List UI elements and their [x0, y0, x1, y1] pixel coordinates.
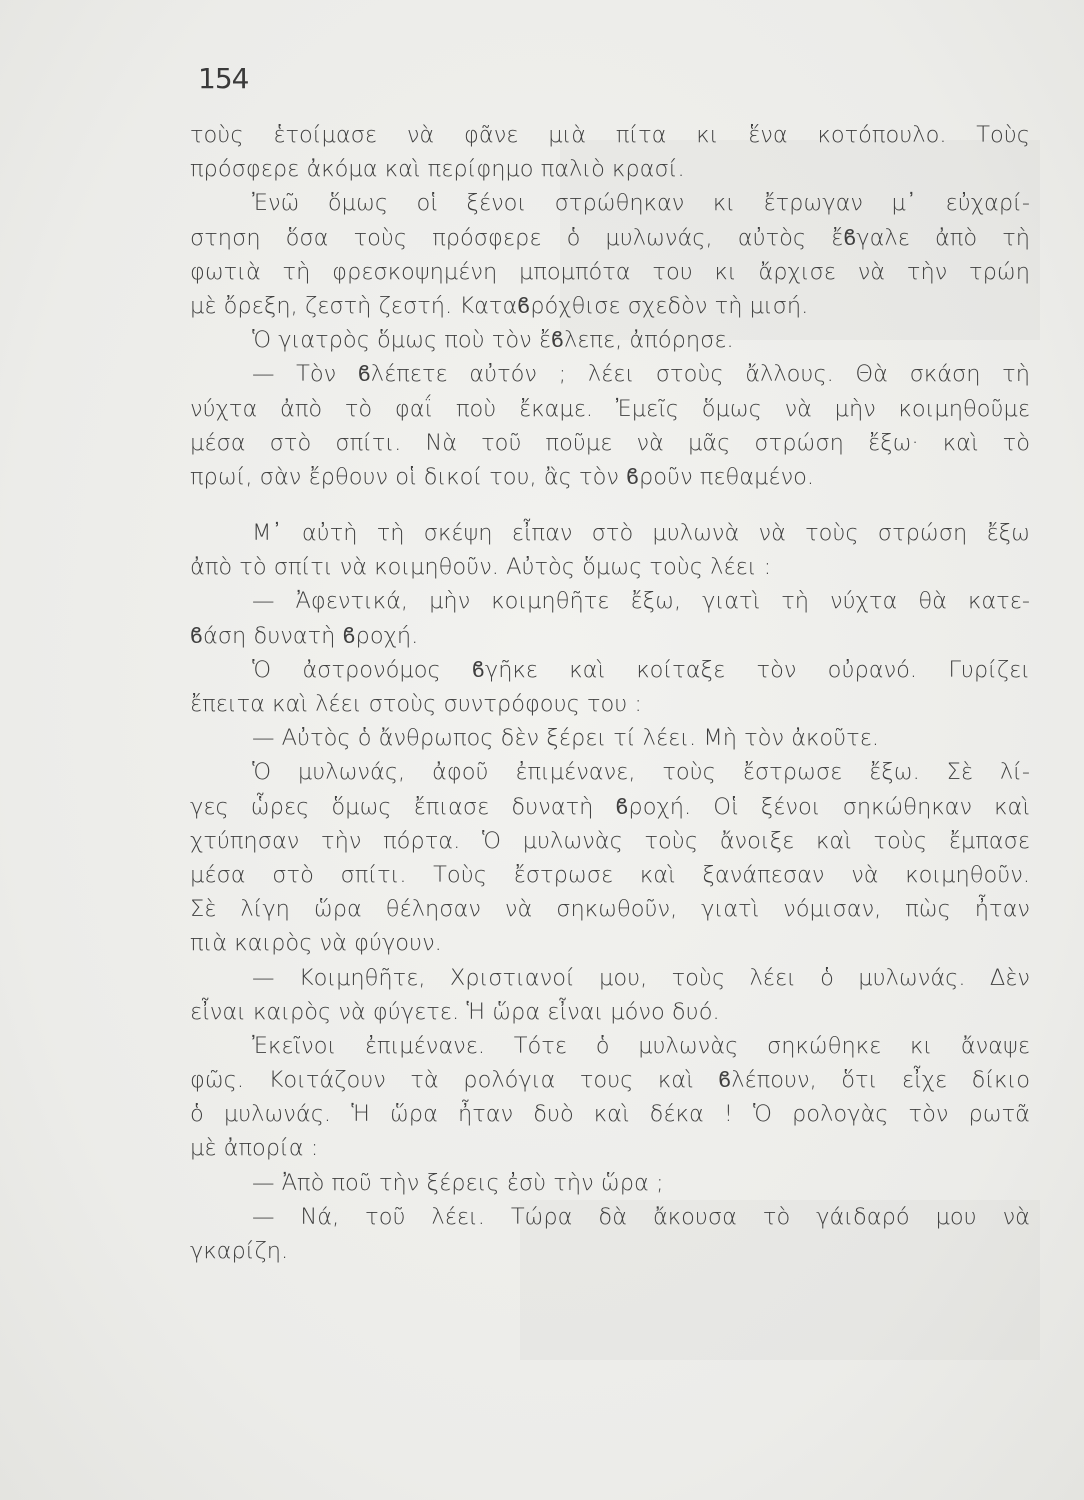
paragraph	[190, 323, 1030, 357]
paragraph	[190, 721, 1030, 755]
text-line: στηση ὅσα τοὺς πρόσφερε ὁ μυλωνάς, αὐτὸς ἔϐγαλε ἀπὸ τὴ	[190, 224, 1030, 251]
text-line: πιὰ καιρὸς νὰ φύγουν.	[190, 930, 442, 957]
text-line: ϐάση δυνατὴ ϐροχή.	[190, 622, 419, 649]
text-line: μέσα στὸ σπίτι. Τοὺς ἔστρωσε καὶ ξανάπεσαν νὰ κοιμηθοῦν.	[190, 861, 1030, 888]
body-text	[190, 118, 1030, 1268]
text-line: μὲ ἀπορία :	[190, 1135, 319, 1162]
text-line: Σὲ λίγη ὥρα θέλησαν νὰ σηκωθοῦν, γιατὶ νόμισαν, πὼς ἦταν	[190, 896, 1030, 923]
text-line: τοὺς ἑτοίμασε νὰ φᾶνε μιὰ πίτα κι ἕνα κοτόπουλο. Τοὺς	[190, 122, 1030, 148]
text-line: μέσα στὸ σπίτι. Νὰ τοῦ ποῦμε νὰ μᾶς στρώση ἔξω· καὶ τὸ	[190, 429, 1030, 456]
text-line: γες ὧρες ὅμως ἔπιασε δυνατὴ ϐροχή. Οἱ ξένοι σηκώθηκαν καὶ	[190, 793, 1030, 820]
page-number: 154	[198, 62, 249, 95]
paragraph	[190, 186, 1030, 323]
text-line: — Τὸν ϐλέπετε αὐτόν ; λέει στοὺς ἄλλους. Θὰ σκάση τὴ	[252, 361, 1030, 388]
text-line: χτύπησαν τὴν πόρτα. Ὁ μυλωνὰς τοὺς ἄνοιξε καὶ τοὺς ἔμπασε	[190, 827, 1030, 854]
text-line: Ἐκεῖνοι ἐπιμένανε. Τότε ὁ μυλωνὰς σηκώθηκε κι ἄναψε	[252, 1032, 1030, 1059]
paragraph	[190, 357, 1030, 494]
paragraph	[190, 584, 1030, 652]
text-line: Ὁ γιατρὸς ὅμως ποὺ τὸν ἔϐλεπε, ἀπόρησε.	[252, 327, 734, 354]
text-line: εἶναι καιρὸς νὰ φύγετε. Ἡ ὥρα εἶναι μόνο δυό.	[190, 998, 720, 1025]
text-line: πρωί, σὰν ἔρθουν οἱ δικοί του, ἂς τὸν ϐροῦν πεθαμένο.	[190, 463, 815, 490]
paragraph	[190, 755, 1030, 960]
paragraph	[190, 516, 1030, 584]
text-line: ἔπειτα καὶ λέει στοὺς συντρόφους του :	[190, 691, 643, 717]
text-line: πρόσφερε ἀκόμα καὶ περίφημο παλιὸ κρασί.	[190, 156, 685, 183]
text-line: φῶς. Κοιτάζουν τὰ ρολόγια τους καὶ ϐλέπουν, ὅτι εἶχε δίκιο	[190, 1067, 1030, 1094]
text-line: ἀπὸ τὸ σπίτι νὰ κοιμηθοῦν. Αὐτὸς ὅμως τοὺς λέει :	[190, 554, 772, 581]
text-line: — Ἀφεντικά, μὴν κοιμηθῆτε ἔξω, γιατὶ τὴ νύχτα θὰ κατε-	[252, 588, 1030, 615]
paragraph	[190, 961, 1030, 1029]
paragraph	[190, 1029, 1030, 1166]
text-line: — Νά, τοῦ λέει. Τώρα δὰ ἄκουσα τὸ γάιδαρό μου νὰ	[252, 1203, 1030, 1230]
paragraph-gap	[190, 494, 1030, 516]
text-line: — Ἀπὸ ποῦ τὴν ξέρεις ἐσὺ τὴν ὥρα ;	[252, 1169, 664, 1196]
text-line: — Κοιμηθῆτε, Χριστιανοί μου, τοὺς λέει ὁ μυλωνάς. Δὲν	[252, 964, 1030, 991]
text-line: γκαρίζη.	[190, 1238, 289, 1264]
paragraph	[190, 653, 1030, 721]
text-line: Μ᾽ αὐτὴ τὴ σκέψη εἶπαν στὸ μυλωνὰ νὰ τοὺς στρώση ἔξω	[252, 520, 1030, 547]
text-line: Ὁ ἀστρονόμος ϐγῆκε καὶ κοίταξε τὸν οὐρανό. Γυρίζει	[252, 656, 1030, 683]
text-line: — Αὐτὸς ὁ ἄνθρωπος δὲν ξέρει τί λέει. Μὴ τὸν ἀκοῦτε.	[252, 725, 880, 752]
text-line: Ἐνῶ ὅμως οἱ ξένοι στρώθηκαν κι ἔτρωγαν μ᾽ εὐχαρί-	[252, 190, 1030, 217]
text-line: ὁ μυλωνάς. Ἡ ὥρα ἦταν δυὸ καὶ δέκα ! Ὁ ρολογὰς τὸν ρωτᾶ	[190, 1101, 1030, 1128]
paragraph	[190, 1200, 1030, 1268]
paragraph	[190, 118, 1030, 186]
text-line: μὲ ὄρεξη, ζεστὴ ζεστή. Καταϐρόχθισε σχεδὸν τὴ μισή.	[190, 292, 809, 319]
text-line: φωτιὰ τὴ φρεσκοψημένη μπομπότα του κι ἄρχισε νὰ τὴν τρώη	[190, 258, 1030, 285]
text-line: Ὁ μυλωνάς, ἀφοῦ ἐπιμένανε, τοὺς ἔστρωσε ἔξω. Σὲ λί-	[252, 759, 1030, 786]
paragraph	[190, 1166, 1030, 1200]
text-line: νύχτα ἀπὸ τὸ φαΐ ποὺ ἔκαμε. Ἐμεῖς ὅμως νὰ μὴν κοιμηθοῦμε	[190, 395, 1030, 422]
